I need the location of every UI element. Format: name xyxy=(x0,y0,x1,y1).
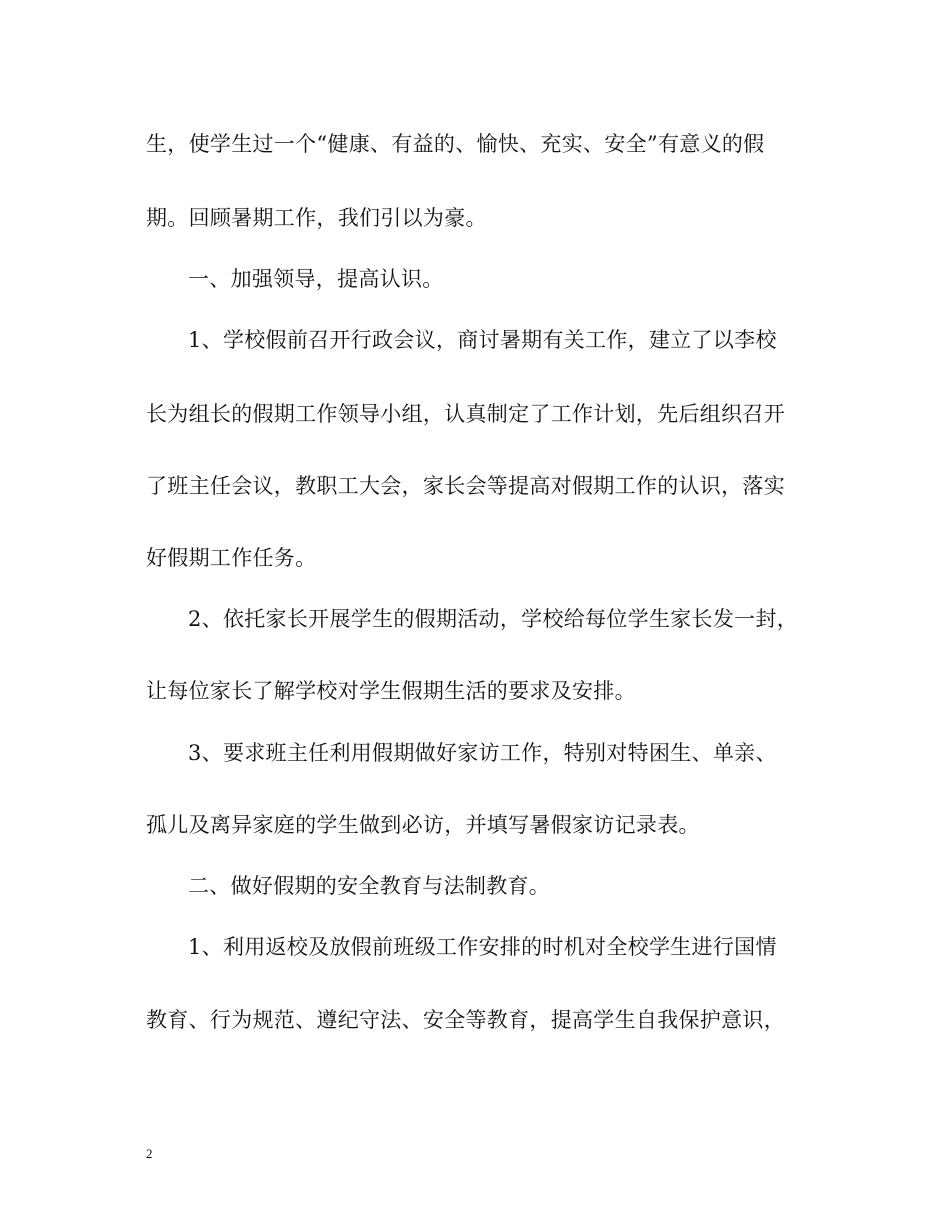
text-line-2: 期。回顾暑期工作，我们引以为豪。 xyxy=(146,206,487,230)
text-line-7: 好假期工作任务。 xyxy=(146,546,317,570)
text-line-8: 2、依托家长开展学生的假期活动，学校给每位学生家长发一封， xyxy=(188,607,799,631)
text-line-14: 教育、行为规范、遵纪守法、安全等教育，提高学生自我保护意识， xyxy=(146,1008,785,1032)
page-number: 2 xyxy=(146,1146,153,1161)
text-line-4: 1、学校假前召开行政会议，商讨暑期有关工作，建立了以李校 xyxy=(188,328,777,352)
text-line-13: 1、利用返校及放假前班级工作安排的时机对全校学生进行国情 xyxy=(188,935,777,959)
text-line-1: 生，使学生过一个“健康、有益的、愉快、充实、安全”有意义的假 xyxy=(146,132,765,156)
text-line-6: 了班主任会议，教职工大会，家长会等提高对假期工作的认识，落实 xyxy=(146,474,785,498)
text-line-10: 3、要求班主任利用假期做好家访工作，特别对特困生、单亲、 xyxy=(188,741,777,765)
text-line-9: 让每位家长了解学校对学生假期生活的要求及安排。 xyxy=(146,679,636,703)
text-line-11: 孤儿及离异家庭的学生做到必访，并填写暑假家访记录表。 xyxy=(146,813,700,837)
section-heading-2: 二、做好假期的安全教育与法制教育。 xyxy=(188,874,551,898)
section-heading-1: 一、加强领导，提高认识。 xyxy=(188,267,444,291)
text-line-5: 长为组长的假期工作领导小组，认真制定了工作计划，先后组织召开 xyxy=(146,402,785,426)
